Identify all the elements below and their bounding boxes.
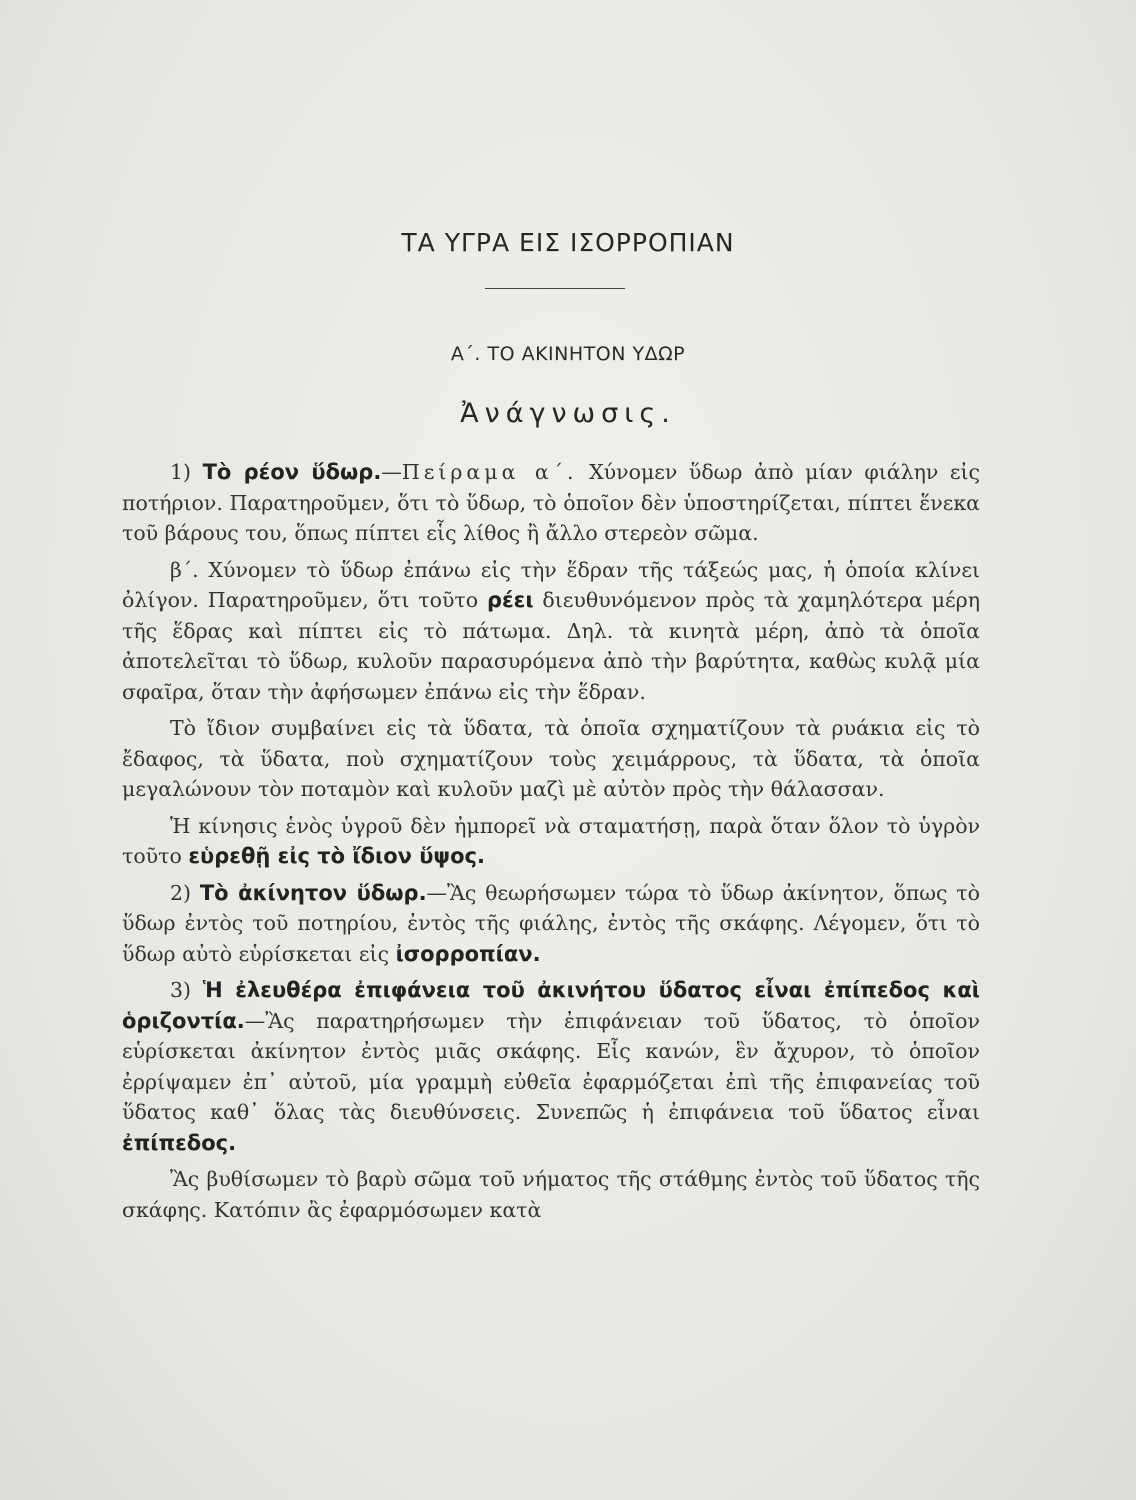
item-number: 3)	[170, 978, 192, 1002]
paragraph-text: —Ἂς παρατηρήσωμεν τὴν ἐπιφάνειαν τοῦ ὕδατος, τὸ ὁποῖον εὑρίσκεται ἀκίνητον ἐντὸς μιᾶς σκάφης. Εἷς κανών, ἓν ἄχυρον, τὸ ὁποῖον ἐρρίψαμεν ἐπ᾿ αὐτοῦ, μία γραμμὴ εὐθεῖα ἐφαρμόζεται ἐπὶ τῆς ἐπιφανείας τοῦ ὕδατος καθ᾿ ὅλας τὰς διευθύνσεις. Συνεπῶς ἡ ἐπιφάνεια τοῦ ὕδατος εἶναι	[122, 1008, 980, 1124]
reading-heading: Ἀνάγνωσις.	[460, 398, 676, 429]
experiment-label: Πείραμα α΄.	[401, 460, 578, 484]
section-title: Α΄. ΤΟ ΑΚΙΝΗΤΟΝ ΥΔΩΡ	[450, 343, 686, 365]
paragraph-1	[122, 457, 980, 549]
paragraph-text: β΄. Χύνομεν τὸ ὕδωρ ἐπάνω εἰς τὴν ἕδραν τῆς τάξεώς μας, ἡ ὁποία κλίνει ὀλίγον. Παρατηροῦμεν, ὅτι τοῦτο	[122, 557, 980, 612]
paragraph-text: —Ἂς θεωρήσωμεν τώρα τὸ ὕδωρ ἀκίνητον, ὅπως τὸ ὕδωρ ἐντὸς τοῦ ποτηρίου, ἐντὸς τῆς φιάλης, ἐντὸς τῆς σκάφης. Λέγομεν, ὅτι τὸ ὕδωρ αὐτὸ εὑρίσκεται εἰς	[122, 880, 980, 966]
item-number: 2)	[170, 880, 192, 905]
title-underline	[485, 288, 625, 289]
item-heading: Ἡ ἐλευθέρα ἐπιφάνεια τοῦ ἀκινήτου ὕδατος εἶναι ἐπίπεδος καὶ ὁριζοντία.	[122, 978, 980, 1033]
paragraph-text: Χύνομεν ὕδωρ ἀπὸ μίαν φιάλην εἰς ποτήριον. Παρατηροῦμεν, ὅτι τὸ ὕδωρ, τὸ ὁποῖον δὲν ὑποστηρίζεται, πίπτει ἕνεκα τοῦ βάρους του, ὅπως πίπτει εἷς λίθος ἢ ἄλλο στερεὸν σῶμα.	[122, 460, 981, 545]
bold-term: ἰσορροπίαν.	[395, 941, 541, 966]
chapter-title: ΤΑ ΥΓΡΑ ΕΙΣ ΙΣΟΡΡΟΠΙΑΝ	[401, 228, 735, 257]
paragraph-5	[122, 878, 980, 970]
dash: —	[381, 460, 402, 484]
bold-term: εὑρεθῇ εἰς τὸ ἴδιον ὕψος.	[188, 844, 485, 868]
bold-term: ἐπίπεδος.	[122, 1130, 237, 1155]
paragraph-2	[122, 555, 980, 708]
item-heading: Τὸ ἀκίνητον ὕδωρ.	[199, 880, 427, 905]
paragraph-7: Ἂς βυθίσωμεν τὸ βαρὺ σῶμα τοῦ νήματος τῆς στάθμης ἐντὸς τοῦ ὕδατος τῆς σκάφης. Κατόπιν ἂς ἐφαρμόσωμεν κατὰ	[122, 1167, 980, 1222]
bold-term: ρέει	[486, 588, 534, 612]
paragraph-text: Ἡ κίνησις ἑνὸς ὑγροῦ δὲν ἠμπορεῖ νὰ σταματήσῃ, παρὰ ὅταν ὅλον τὸ ὑγρὸν τοῦτο	[122, 813, 980, 868]
paragraph-text: διευθυνόμενον πρὸς τὰ χαμηλότερα μέρη τῆς ἕδρας καὶ πίπτει εἰς τὸ πάτωμα. Δηλ. τὰ κινητὰ μέρη, ἀπὸ τὰ ὁποῖα ἀποτελεῖται τὸ ὕδωρ, κυλοῦν παρασυρόμενα ἀπὸ τὴν βαρύτητα, καθὼς κυλᾷ μία σφαῖρα, ὅταν τὴν ἀφήσωμεν ἐπάνω εἰς τὴν ἕδραν.	[122, 588, 980, 704]
paragraph-3: Τὸ ἴδιον συμβαίνει εἰς τὰ ὕδατα, τὰ ὁποῖα σχηματίζουν τὰ ρυάκια εἰς τὸ ἔδαφος, τὰ ὕδατα, ποὺ σχηματίζουν τοὺς χειμάρρους, τὰ ὕδατα, τὰ ὁποῖα μεγαλώνουν τὸν ποταμὸν καὶ κυλοῦν μαζὶ μὲ αὐτὸν πρὸς τὴν θάλασσαν.	[122, 716, 980, 801]
item-heading: Τὸ ρέον ὕδωρ.	[202, 460, 382, 484]
body-text	[122, 457, 980, 1231]
paragraph-6	[122, 975, 980, 1158]
paragraph-4	[122, 811, 980, 872]
item-number: 1)	[170, 460, 192, 484]
